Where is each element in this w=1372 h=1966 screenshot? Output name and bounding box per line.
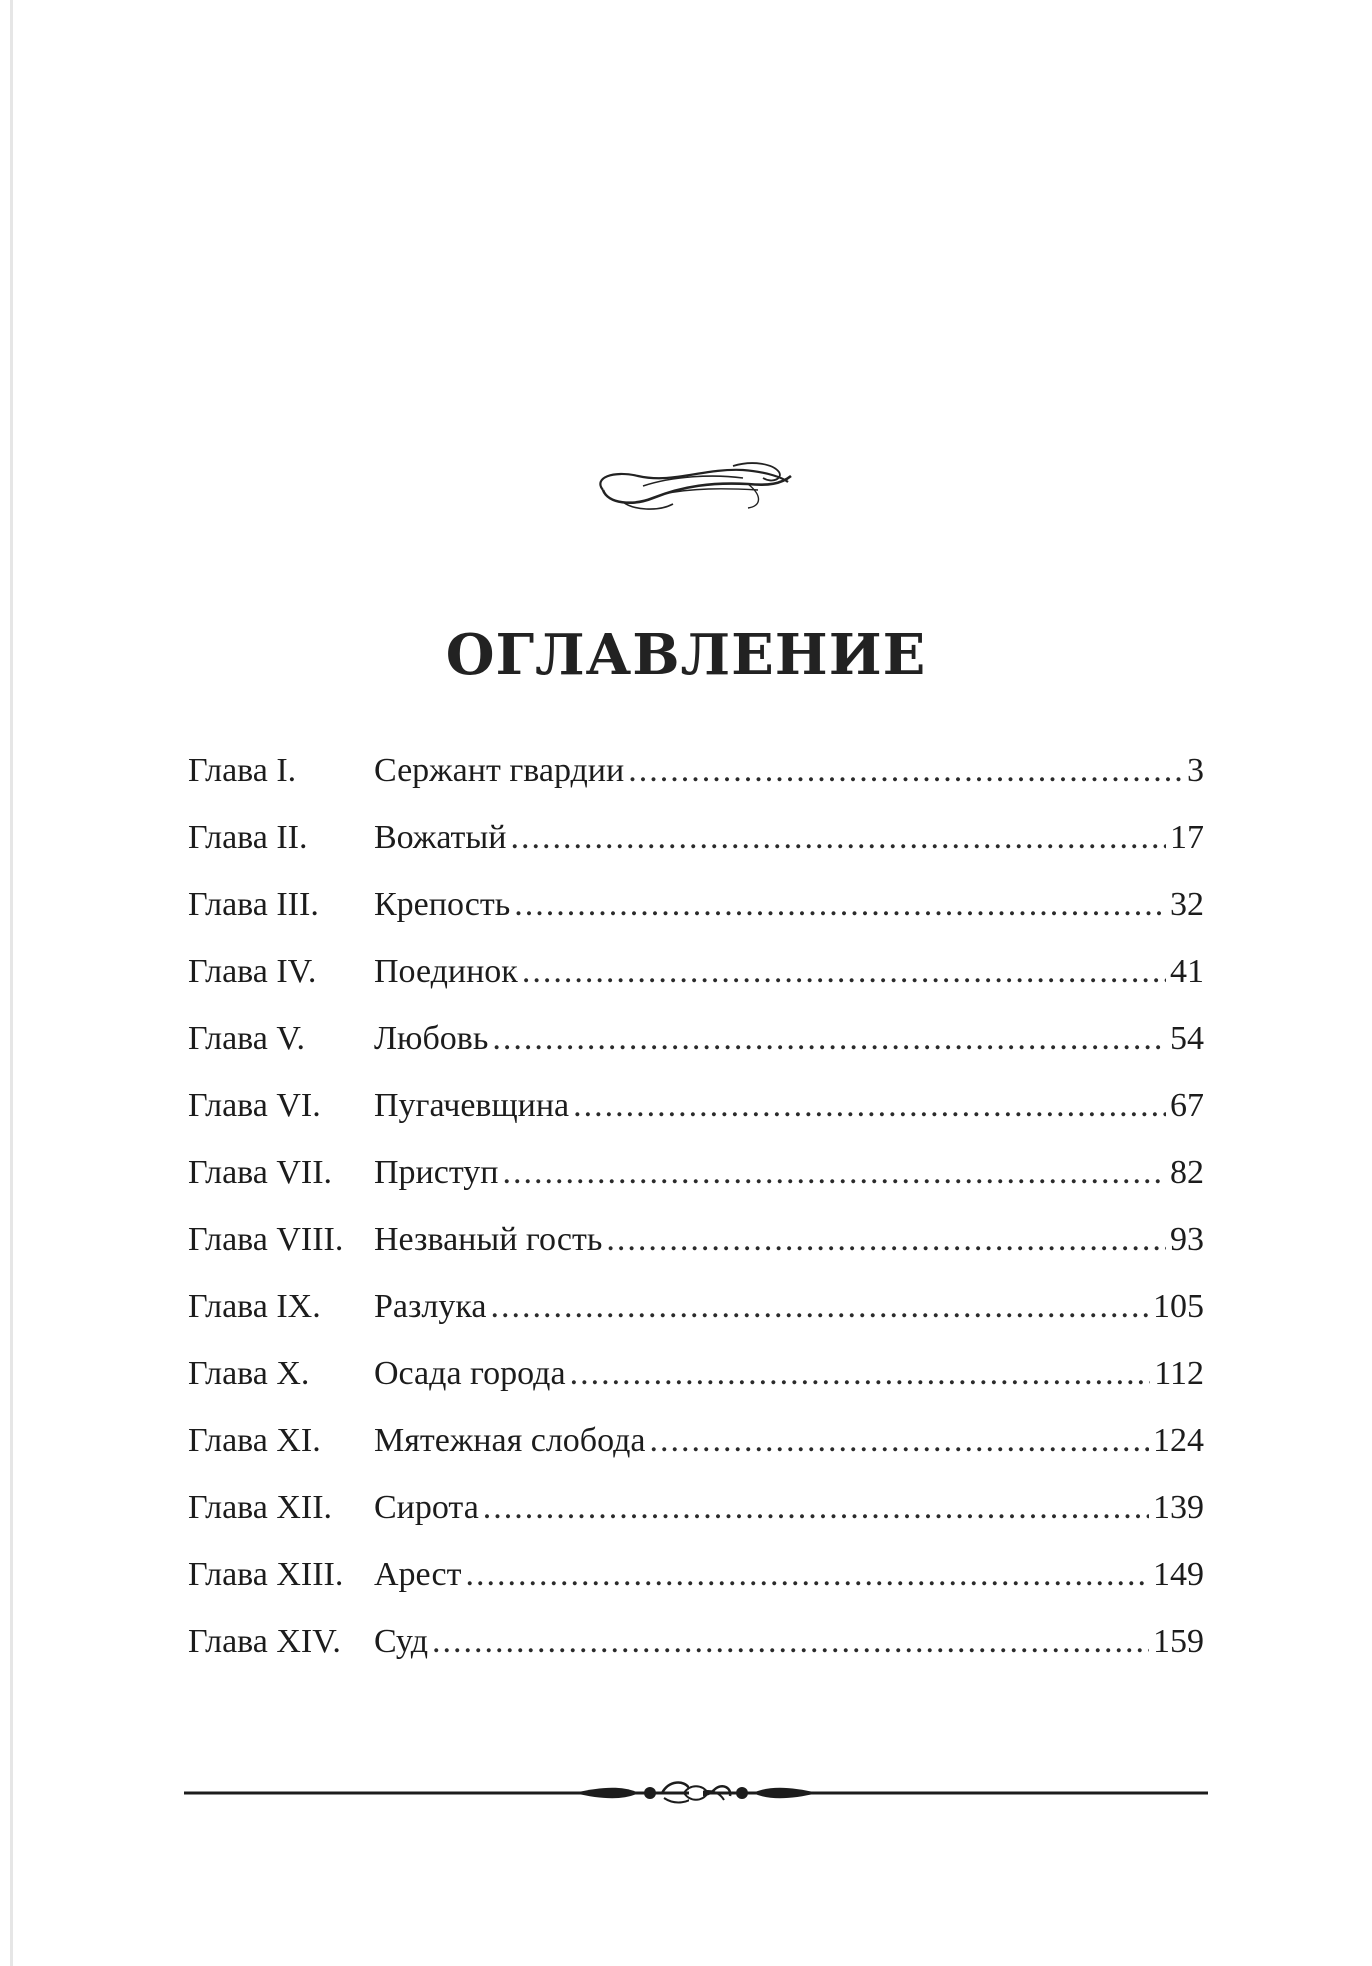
chapter-number: Глава IV. xyxy=(188,953,317,990)
page-number: 41 xyxy=(1170,953,1204,990)
chapter-number: Глава V. xyxy=(188,1020,306,1057)
chapter-number: Глава III. xyxy=(188,886,319,923)
dot-leader xyxy=(465,1556,1149,1594)
dot-leader xyxy=(514,886,1166,924)
dot-leader xyxy=(502,1154,1166,1192)
chapter-title: Арест xyxy=(374,1556,462,1593)
toc-entry-1[interactable] xyxy=(188,752,1204,819)
toc-entry-8[interactable] xyxy=(188,1221,1204,1288)
dot-leader xyxy=(491,1288,1150,1326)
chapter-number: Глава I. xyxy=(188,752,297,789)
page-number: 32 xyxy=(1170,886,1204,923)
dot-leader xyxy=(510,819,1166,857)
page-number: 112 xyxy=(1154,1355,1204,1392)
chapter-title: Мятежная слобода xyxy=(374,1422,646,1459)
chapter-title: Любовь xyxy=(374,1020,489,1057)
dot-leader xyxy=(570,1355,1151,1393)
toc-entry-14[interactable] xyxy=(188,1623,1204,1690)
chapter-title: Приступ xyxy=(374,1154,499,1191)
page-number: 54 xyxy=(1170,1020,1204,1057)
chapter-title: Пугачевщина xyxy=(374,1087,570,1124)
toc-entry-7[interactable] xyxy=(188,1154,1204,1221)
flourish-ornament xyxy=(583,448,803,518)
chapter-title: Сержант гвардии xyxy=(374,752,625,789)
chapter-number: Глава XIV. xyxy=(188,1623,341,1660)
page-title: ОГЛАВЛЕНИЕ xyxy=(445,622,927,688)
page-number: 124 xyxy=(1153,1422,1204,1459)
toc-entry-6[interactable] xyxy=(188,1087,1204,1154)
chapter-number: Глава XIII. xyxy=(188,1556,344,1593)
chapter-number: Глава VIII. xyxy=(188,1221,344,1258)
toc-entry-3[interactable] xyxy=(188,886,1204,953)
chapter-number: Глава VI. xyxy=(188,1087,321,1124)
chapter-title: Разлука xyxy=(374,1288,487,1325)
chapter-title: Поединок xyxy=(374,953,518,990)
chapter-number: Глава II. xyxy=(188,819,308,856)
chapter-number: Глава X. xyxy=(188,1355,310,1392)
page-number: 3 xyxy=(1187,752,1204,789)
page-number: 17 xyxy=(1170,819,1204,856)
page-number: 82 xyxy=(1170,1154,1204,1191)
dot-leader xyxy=(492,1020,1166,1058)
chapter-number: Глава IX. xyxy=(188,1288,321,1325)
toc-entry-13[interactable] xyxy=(188,1556,1204,1623)
page-number: 105 xyxy=(1153,1288,1204,1325)
divider-ornament xyxy=(184,1768,1208,1818)
page-edge xyxy=(10,0,13,1966)
dot-leader xyxy=(483,1489,1149,1527)
toc-entry-9[interactable] xyxy=(188,1288,1204,1355)
page-number: 139 xyxy=(1153,1489,1204,1526)
page-number: 159 xyxy=(1153,1623,1204,1660)
chapter-title: Суд xyxy=(374,1623,428,1660)
toc-entry-2[interactable] xyxy=(188,819,1204,886)
page-number: 93 xyxy=(1170,1221,1204,1258)
chapter-number: Глава VII. xyxy=(188,1154,333,1191)
dot-leader xyxy=(650,1422,1149,1460)
toc-entry-12[interactable] xyxy=(188,1489,1204,1556)
chapter-title: Незваный гость xyxy=(374,1221,603,1258)
toc-entry-10[interactable] xyxy=(188,1355,1204,1422)
chapter-title: Осада города xyxy=(374,1355,566,1392)
page-number: 67 xyxy=(1170,1087,1204,1124)
table-of-contents xyxy=(188,752,1204,1690)
chapter-title: Крепость xyxy=(374,886,511,923)
chapter-number: Глава XII. xyxy=(188,1489,333,1526)
toc-entry-11[interactable] xyxy=(188,1422,1204,1489)
page-number: 149 xyxy=(1153,1556,1204,1593)
dot-leader xyxy=(606,1221,1166,1259)
chapter-number: Глава XI. xyxy=(188,1422,321,1459)
toc-entry-4[interactable] xyxy=(188,953,1204,1020)
dot-leader xyxy=(628,752,1183,790)
toc-entry-5[interactable] xyxy=(188,1020,1204,1087)
chapter-title: Вожатый xyxy=(374,819,507,856)
dot-leader xyxy=(522,953,1166,991)
chapter-title: Сирота xyxy=(374,1489,479,1526)
dot-leader xyxy=(573,1087,1166,1125)
dot-leader xyxy=(432,1623,1149,1661)
